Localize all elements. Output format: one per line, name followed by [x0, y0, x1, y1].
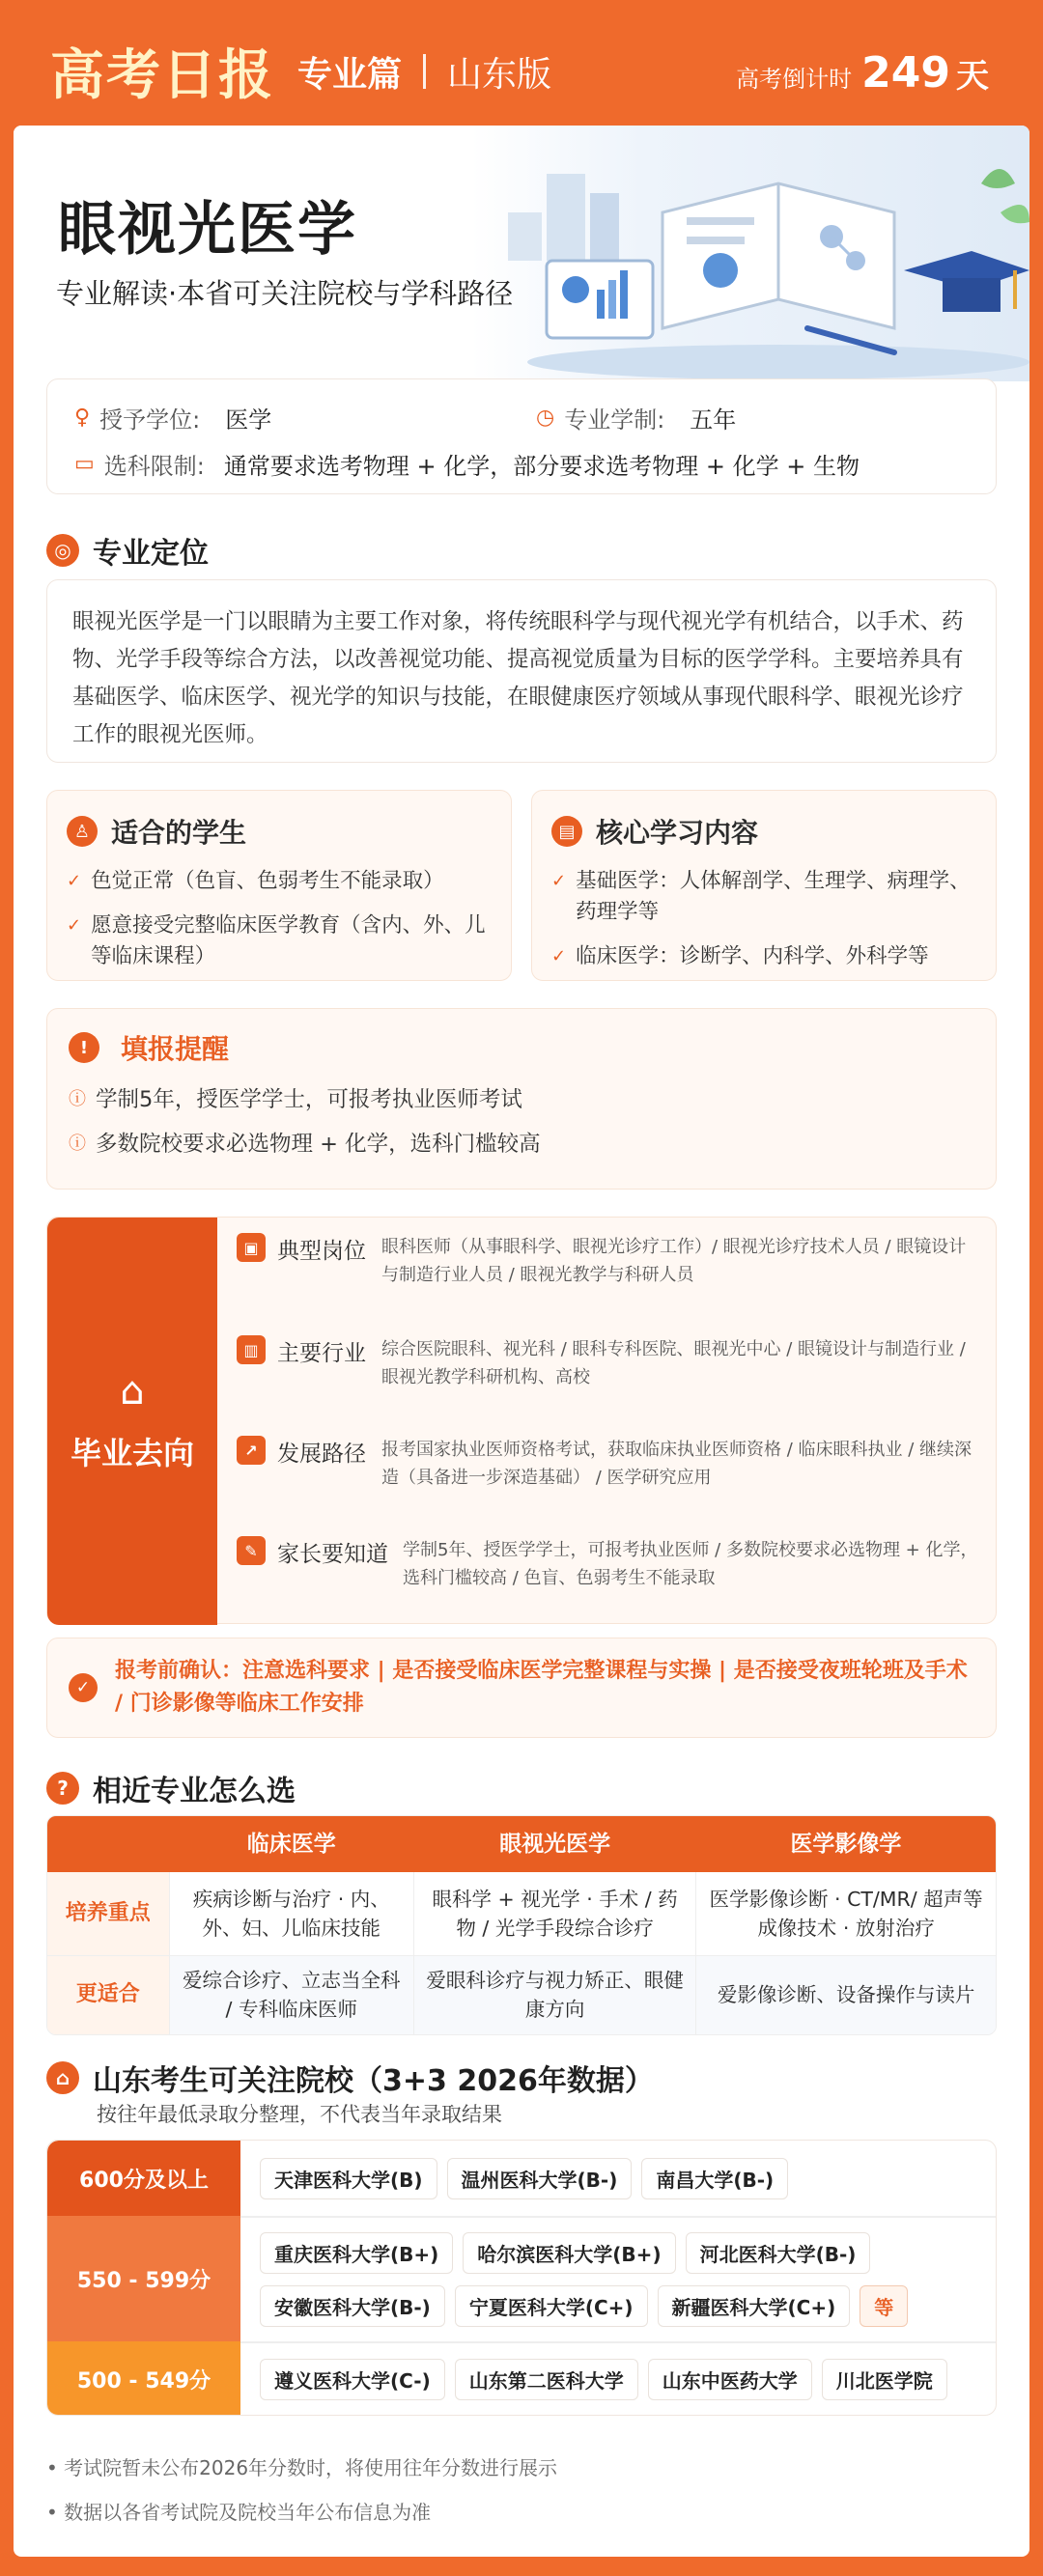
reminder-heading-text: 填报提醒	[121, 1033, 230, 1065]
table-cell: 爱综合诊疗、立志当全科 / 专科临床医师	[169, 1955, 414, 2034]
section-label: 专业篇	[297, 54, 403, 95]
countdown-number: 249	[861, 48, 950, 98]
table-corner	[47, 1816, 169, 1872]
check-circle-icon: ✓	[69, 1673, 98, 1702]
table-row	[47, 1872, 996, 1955]
confirm-banner	[46, 1638, 997, 1738]
career-row-label: 发展路径	[277, 1442, 366, 1467]
career-row-label: 家长要知道	[277, 1542, 388, 1567]
core-list	[551, 866, 976, 972]
table-cell: 医学影像诊断 · CT/MR/ 超声等成像技术 · 放射治疗	[696, 1872, 996, 1955]
table-cell: 疾病诊断与治疗 · 内、外、妇、儿临床技能	[169, 1872, 414, 1955]
table-row-label: 培养重点	[47, 1872, 169, 1955]
list-item	[551, 866, 976, 928]
suitable-card	[46, 790, 512, 981]
school-chip: 南昌大学(B-)	[641, 2158, 788, 2199]
duration-row	[536, 401, 736, 434]
footnote: • 数据以各省考试院及院校当年公布信息为准	[46, 2501, 432, 2524]
reminder-card	[46, 1008, 997, 1190]
subject-row	[74, 447, 860, 481]
tier-schools	[260, 2359, 957, 2400]
career-row	[237, 1536, 980, 1592]
degree-value: 医学	[225, 406, 272, 434]
reminder-item-text: 多数院校要求必选物理 + 化学，选科门槛较高	[96, 1132, 541, 1157]
career-row-label: 主要行业	[277, 1341, 366, 1366]
exam-countdown	[736, 48, 989, 98]
career-row-text: 学制5年、授医学学士，可报考执业医师 / 多数院校要求必选物理 + 化学，选科门槛较高 / 色盲、色弱考生不能录取	[403, 1540, 978, 1588]
suitable-list	[67, 866, 492, 972]
book-icon: ▭	[74, 452, 95, 476]
career-row	[237, 1335, 980, 1391]
school-chip: 宁夏医科大学(C+)	[455, 2285, 648, 2327]
career-row	[237, 1233, 980, 1289]
table-row-label: 更适合	[47, 1955, 169, 2034]
tier-label: 500 - 549分	[47, 2341, 240, 2416]
career-title: 毕业去向	[70, 1435, 194, 1471]
countdown-unit: 天	[956, 57, 989, 96]
table-column-header: 临床医学	[246, 1832, 336, 1857]
subject-label: 选科限制:	[103, 453, 205, 480]
degree-label: 授予学位:	[99, 406, 201, 434]
degree-row	[74, 401, 271, 434]
schools-heading	[46, 2057, 654, 2099]
person-icon: ♙	[67, 816, 98, 847]
province-label: 山东版	[447, 54, 552, 95]
core-card	[531, 790, 997, 981]
school-chip: 遵义医科大学(C-)	[260, 2359, 445, 2400]
career-row-text: 报考国家执业医师资格考试，获取临床执业医师资格 / 临床眼科执业 / 继续深造（具备进一步深造基础） / 医学研究应用	[381, 1440, 973, 1488]
table-cell: 眼科学 + 视光学 · 手术 / 药物 / 光学手段综合诊疗	[414, 1872, 696, 1955]
book-illustration-icon	[489, 126, 1029, 381]
reminder-heading	[69, 1028, 974, 1067]
footnote-text: 考试院暂未公布2026年分数时，将使用往年分数进行展示	[64, 2456, 558, 2479]
compass-icon: ◎	[46, 534, 79, 567]
school-chip: 重庆医科大学(B+)	[260, 2232, 453, 2274]
table-cell: 爱影像诊断、设备操作与读片	[696, 1955, 996, 2034]
alert-icon: ⓘ	[69, 1089, 86, 1109]
core-item-text: 临床医学：诊断学、内科学、外科学等	[576, 944, 929, 968]
list-item	[551, 941, 976, 972]
core-item-text: 基础医学：人体解剖学、生理学、病理学、药理学等	[576, 869, 971, 924]
duration-value: 五年	[690, 406, 737, 434]
check-icon: ✓	[67, 871, 82, 891]
school-chip: 山东中医药大学	[648, 2359, 812, 2400]
compare-table	[46, 1815, 997, 2035]
tier-schools	[260, 2232, 974, 2327]
career-row-text: 综合医院眼科、视光科 / 眼科专科医院、眼视光中心 / 眼镜设计与制造行业 / 眼视光教学科研机构、高校	[381, 1339, 966, 1387]
school-chip: 山东第二医科大学	[455, 2359, 638, 2400]
briefcase-icon: ⌂	[120, 1369, 145, 1414]
career-card	[46, 1217, 997, 1624]
career-row-label: 典型岗位	[277, 1239, 366, 1264]
major-title: 眼视光医学	[58, 196, 357, 264]
building-icon: ▥	[237, 1335, 266, 1364]
pin-icon: ✎	[237, 1536, 266, 1565]
check-icon: ✓	[551, 946, 567, 966]
duration-label: 专业学制:	[564, 406, 665, 434]
footnote-text: 数据以各省考试院及院校当年公布信息为准	[64, 2501, 432, 2524]
schools-table	[46, 2140, 997, 2416]
school-chip: 安徽医科大学(B-)	[260, 2285, 445, 2327]
top-banner	[0, 0, 1043, 143]
tier-schools	[260, 2158, 798, 2199]
list-item	[69, 1084, 974, 1115]
more-schools-chip: 等	[860, 2285, 908, 2327]
clock-icon: ◷	[536, 406, 555, 430]
career-row	[237, 1436, 980, 1492]
compare-heading	[46, 1767, 296, 1809]
school-chip: 天津医科大学(B)	[260, 2158, 437, 2199]
major-tagline: 专业解读·本省可关注院校与学科路径	[56, 277, 514, 310]
trend-icon: ↗	[237, 1436, 266, 1465]
warning-icon: !	[69, 1032, 99, 1063]
check-icon: ✓	[551, 871, 567, 891]
school-chip: 新疆医科大学(C+)	[658, 2285, 851, 2327]
reminder-item-text: 学制5年，授医学学士，可报考执业医师考试	[96, 1087, 522, 1112]
schools-subheading: 按往年最低录取分整理，不代表当年录取结果	[97, 2103, 502, 2126]
school-chip: 川北医学院	[822, 2359, 947, 2400]
school-chip: 哈尔滨医科大学(B+)	[463, 2232, 675, 2274]
footnote: • 考试院暂未公布2026年分数时，将使用往年分数进行展示	[46, 2456, 558, 2479]
content-sheet	[14, 126, 1029, 2557]
suitable-item-text: 色觉正常（色盲、色弱考生不能录取）	[91, 869, 444, 893]
award-icon: ♀	[74, 406, 91, 430]
table-row	[47, 1955, 996, 2034]
table-column-header: 眼视光医学	[499, 1832, 611, 1857]
reminder-list	[69, 1084, 974, 1160]
career-row-text: 眼科医师（从事眼科学、眼视光诊疗工作）/ 眼视光诊疗技术人员 / 眼镜设计与制造行业人员 / 眼视光教学与科研人员	[381, 1237, 967, 1285]
table-column-header: 医学影像学	[790, 1832, 902, 1857]
schools-heading-text: 山东考生可关注院校（3+3 2026年数据）	[93, 2064, 654, 2098]
list-item	[67, 866, 492, 897]
divider	[423, 54, 426, 89]
tier-label: 550 - 599分	[47, 2216, 240, 2341]
school-chip: 河北医科大学(B-)	[686, 2232, 871, 2274]
suitable-heading	[67, 812, 492, 851]
school-chip: 温州医科大学(B-)	[447, 2158, 633, 2199]
question-icon: ?	[46, 1772, 79, 1805]
position-card	[46, 579, 997, 763]
position-heading	[46, 529, 209, 572]
tier-label: 600分及以上	[47, 2141, 240, 2216]
hero-section	[14, 126, 1029, 381]
tier-divider	[240, 2341, 997, 2343]
list-item	[69, 1129, 974, 1160]
position-heading-text: 专业定位	[93, 537, 209, 571]
brand-title: 高考日报	[50, 44, 274, 107]
countdown-label: 高考倒计时	[736, 66, 853, 93]
suitable-heading-text: 适合的学生	[111, 817, 247, 849]
home-icon: ⌂	[46, 2061, 79, 2094]
alert-icon: ⓘ	[69, 1134, 86, 1154]
subject-value: 通常要求选考物理 + 化学，部分要求选考物理 + 化学 + 生物	[223, 453, 860, 480]
core-heading-text: 核心学习内容	[596, 817, 759, 849]
confirm-text: 报考前确认：注意选科要求 | 是否接受临床医学完整课程与实操 | 是否接受夜班轮班及手术 / 门诊影像等临床工作安排	[115, 1659, 968, 1716]
job-icon: ▣	[237, 1233, 266, 1262]
core-heading	[551, 812, 976, 851]
basic-info-card	[46, 378, 997, 494]
open-book-icon: ▤	[551, 816, 582, 847]
table-cell: 爱眼科诊疗与视力矫正、眼健康方向	[414, 1955, 696, 2034]
table-header-row	[47, 1816, 996, 1872]
suitable-item-text: 愿意接受完整临床医学教育（含内、外、儿等临床课程）	[91, 913, 486, 968]
list-item	[67, 910, 492, 972]
check-icon: ✓	[67, 915, 82, 936]
position-text: 眼视光医学是一门以眼睛为主要工作对象，将传统眼科学与现代视光学有机结合，以手术、药物、光学手段等综合方法，以改善视觉功能、提高视觉质量为目标的医学学科。主要培养具有基础医学、临床医学、视光学的知识与技能，在眼健康医疗领域从事现代眼科学、眼视光诊疗工作的眼视光医师。	[72, 609, 964, 747]
career-title-block	[47, 1218, 217, 1625]
compare-heading-text: 相近专业怎么选	[93, 1775, 296, 1808]
tier-divider	[240, 2216, 997, 2218]
